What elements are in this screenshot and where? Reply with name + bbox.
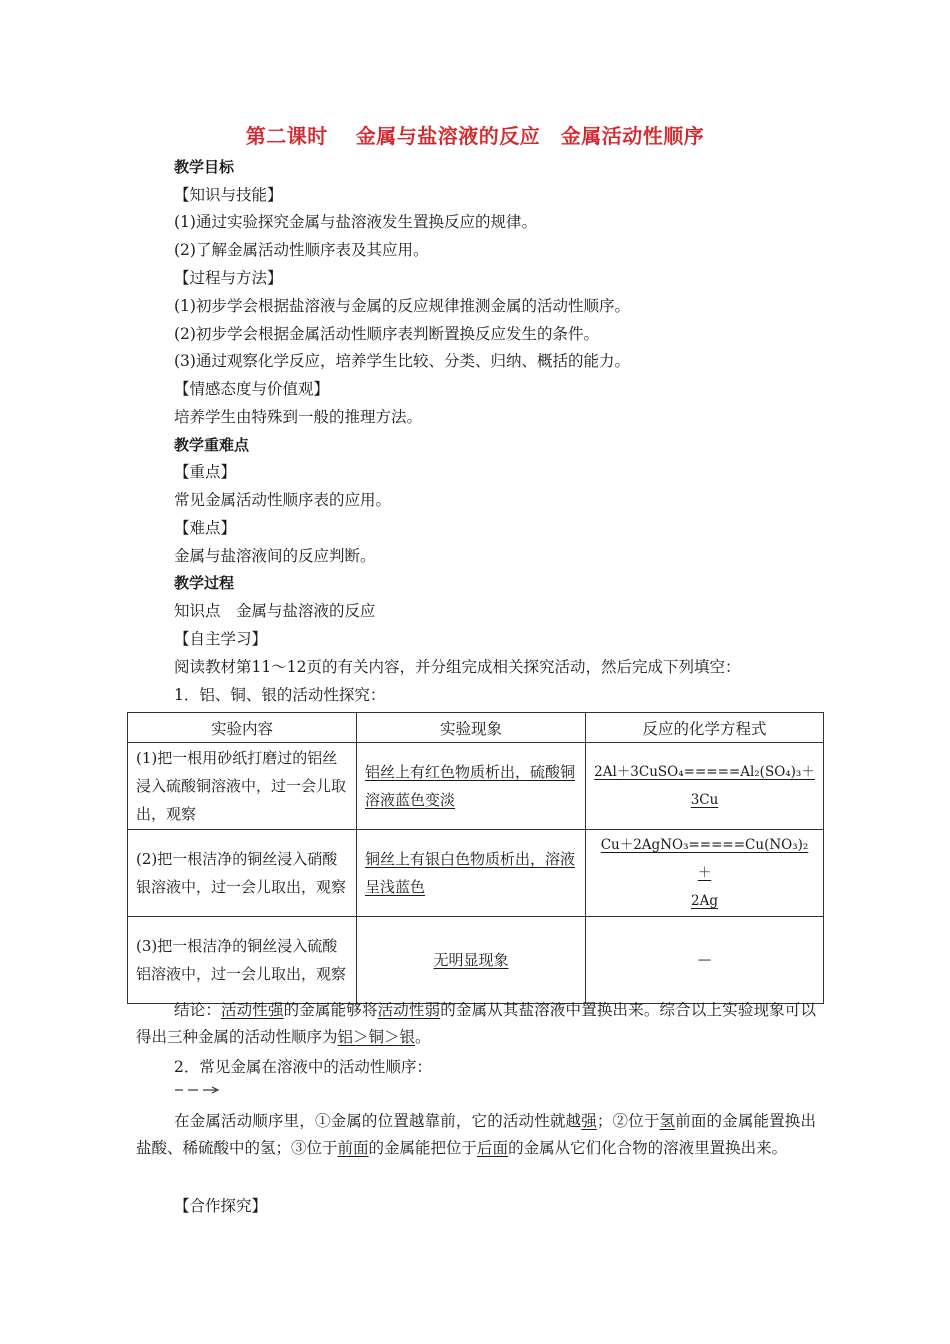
item-2-heading: 2．常见金属在溶液中的活动性顺序： <box>174 1058 432 1076</box>
table-row <box>128 830 824 917</box>
conclusion-text: 结论： <box>174 1001 221 1019</box>
process-item-1: (1)初步学会根据盐溶液与金属的反应规律推测金属的活动性顺序。 <box>174 297 630 315</box>
rules-answer: 后面 <box>477 1139 509 1157</box>
difficult-heading: 【难点】 <box>174 519 237 537</box>
process-heading: 教学过程 <box>174 574 235 592</box>
rules-paragraph <box>136 1108 816 1162</box>
conclusion-text: 的金属能够将 <box>283 1001 378 1019</box>
conclusion-text: 。 <box>415 1028 431 1046</box>
phenomenon-answer: 铜丝上有银白色物质析出，溶液呈浅蓝色 <box>365 850 576 896</box>
equation-line-1: Cu＋2AgNO₃=====Cu(NO₃)₂＋ <box>600 837 809 881</box>
knowledge-item-2: (2)了解金属活动性顺序表及其应用。 <box>174 241 429 259</box>
cooperate-heading: 【合作探究】 <box>174 1197 268 1215</box>
conclusion-answer: 活动性强 <box>220 1001 284 1019</box>
knowledge-point: 知识点 金属与盐溶液的反应 <box>174 602 376 620</box>
title-part-2: 金属与盐溶液的反应 <box>355 124 541 148</box>
experiment-phenomenon <box>357 830 586 917</box>
process-item-3: (3)通过观察化学反应，培养学生比较、分类、归纳、概括的能力。 <box>174 352 630 370</box>
knowledge-heading: 【知识与技能】 <box>174 186 283 204</box>
rules-text: 在金属活动顺序里，①金属的位置越靠前，它的活动性就越 <box>174 1112 582 1130</box>
equation-line-1: — <box>697 952 712 968</box>
self-study-heading: 【自主学习】 <box>174 630 268 648</box>
arrow-icon <box>174 1083 220 1097</box>
rules-text: 的金属能把位于 <box>368 1139 478 1157</box>
rules-text: 的金属从它们化合物的溶液里置换出来。 <box>508 1139 788 1157</box>
equation-line-2: 3Cu <box>690 792 719 808</box>
phenomenon-answer: 无明显现象 <box>433 951 509 969</box>
reading-instruction: 阅读教材第11～12页的有关内容，并分组完成相关探究活动，然后完成下列填空： <box>174 658 741 676</box>
rules-text: ；②位于 <box>596 1112 660 1130</box>
header-content: 实验内容 <box>128 713 357 743</box>
conclusion-answer: 铝＞铜＞银 <box>337 1028 416 1046</box>
key-points-heading: 教学重难点 <box>174 436 250 454</box>
title-part-1: 第二课时 <box>245 124 328 148</box>
attitude-text: 培养学生由特殊到一般的推理方法。 <box>174 408 423 426</box>
conclusion-text: 的金属从其盐溶液中置换出来。综合以上实验现象可以得出三种金属的活动性顺序为 <box>136 1001 816 1046</box>
process-item-2: (2)初步学会根据金属活动性顺序表判断置换反应发生的条件。 <box>174 325 599 343</box>
attitude-heading: 【情感态度与价值观】 <box>174 380 330 398</box>
rules-answer: 前面 <box>337 1139 369 1157</box>
header-equation: 反应的化学方程式 <box>586 713 824 743</box>
lesson-title <box>0 120 950 149</box>
knowledge-item-1: (1)通过实验探究金属与盐溶液发生置换反应的规律。 <box>174 213 537 231</box>
key-text: 常见金属活动性顺序表的应用。 <box>174 491 392 509</box>
difficult-text: 金属与盐溶液间的反应判断。 <box>174 547 376 565</box>
item-1-heading: 1．铝、铜、银的活动性探究： <box>174 686 386 704</box>
header-phenomenon: 实验现象 <box>357 713 586 743</box>
phenomenon-answer: 铝丝上有红色物质析出，硫酸铜溶液蓝色变淡 <box>365 763 576 809</box>
experiment-equation <box>586 743 824 830</box>
title-part-3: 金属活动性顺序 <box>560 124 705 148</box>
conclusion-paragraph <box>136 997 816 1051</box>
table-row <box>128 743 824 830</box>
process-method-heading: 【过程与方法】 <box>174 269 283 287</box>
key-heading: 【重点】 <box>174 463 237 481</box>
equation-line-1: 2Al＋3CuSO₄=====Al₂(SO₄)₃＋ <box>594 764 815 780</box>
table-row <box>128 917 824 1004</box>
experiment-table <box>127 712 824 1004</box>
conclusion-answer: 活动性弱 <box>377 1001 441 1019</box>
experiment-equation <box>586 917 824 1004</box>
rules-text: 前面的金属能置换出盐酸、稀硫酸中的氢；③位于 <box>136 1112 816 1157</box>
experiment-content: (1)把一根用砂纸打磨过的铝丝浸入硫酸铜溶液中，过一会儿取出，观察 <box>128 743 357 830</box>
equation-line-2: 2Ag <box>691 893 718 909</box>
experiment-equation <box>586 830 824 917</box>
table-header-row <box>128 713 824 743</box>
experiment-phenomenon <box>357 743 586 830</box>
experiment-content: (3)把一根洁净的铜丝浸入硫酸铝溶液中，过一会儿取出，观察 <box>128 917 357 1004</box>
experiment-phenomenon <box>357 917 586 1004</box>
rules-answer: 强 <box>581 1112 597 1130</box>
experiment-content: (2)把一根洁净的铜丝浸入硝酸银溶液中，过一会儿取出，观察 <box>128 830 357 917</box>
objectives-heading: 教学目标 <box>174 158 235 176</box>
rules-answer: 氢 <box>659 1112 676 1130</box>
